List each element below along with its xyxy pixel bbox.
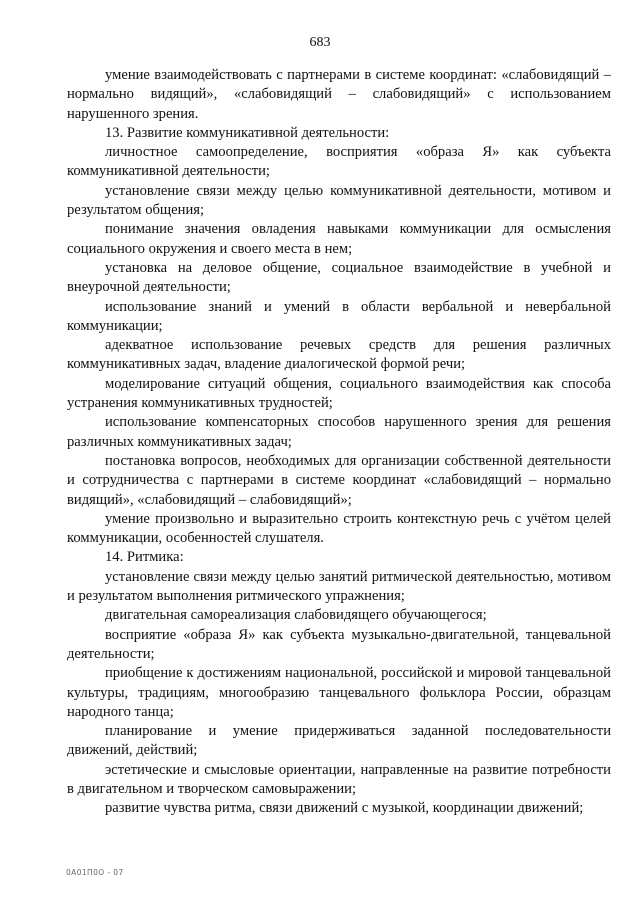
paragraph: моделирование ситуаций общения, социального взаимодействия как способа устранения коммуникативных трудностей; [67,375,611,412]
paragraph: личностное самоопределение, восприятия «образа Я» как субъекта коммуникативной деятельности; [67,144,611,180]
section-heading: 13. Развитие коммуникативной деятельности: [105,124,390,141]
document-body [67,66,611,819]
paragraph: постановка вопросов, необходимых для организации собственной деятельности и сотрудничества с партнерами в системе координат «слабовидящий – нормально видящий», «слабовидящий – слабовидящий»; [67,452,611,508]
paragraph: двигательная самореализация слабовидящего обучающегося; [105,607,487,624]
paragraph: использование знаний и умений в области вербальной и невербальной коммуникации; [67,298,611,334]
section-heading: 14. Ритмика: [105,549,184,566]
paragraph: планирование и умение придерживаться заданной последовательности движений, действий; [67,723,611,759]
paragraph: эстетические и смысловые ориентации, направленные на развитие потребности в двигательном и творческом самовыражении; [67,761,611,797]
paragraph: приобщение к достижениям национальной, российской и мировой танцевальной культуры, традициям, многообразию танцевального фольклора России, образцам народного танца; [67,665,611,720]
paragraph: восприятие «образа Я» как субъекта музыкально-двигательной, танцевальной деятельности; [67,626,611,662]
paragraph: умение произвольно и выразительно строить контекстную речь с учётом целей коммуникации, особенностей слушателя. [67,510,611,547]
paragraph: установление связи между целью занятий ритмической деятельностью, мотивом и результатом выполнения ритмического упражнения; [67,568,611,605]
paragraph: использование компенсаторных способов нарушенного зрения для решения различных коммуникативных задач; [67,414,611,450]
page-number: 683 [309,35,331,50]
footer-code: 0А01П0О - 07 [66,868,124,877]
paragraph: понимание значения овладения навыками коммуникации для осмысления социального окружения и своего места в нем; [67,221,611,257]
paragraph: умение взаимодействовать с партнерами в системе координат: «слабовидящий – нормально видящий», «слабовидящий – слабовидящий» с использованием нарушенного зрения. [67,67,611,122]
paragraph: установка на деловое общение, социальное взаимодействие в учебной и внеурочной деятельности; [67,259,611,296]
paragraph: установление связи между целью коммуникативной деятельности, мотивом и результатом общения; [67,182,611,219]
paragraph: развитие чувства ритма, связи движений с музыкой, координации движений; [105,800,584,817]
paragraph: адекватное использование речевых средств для решения различных коммуникативных задач, владение диалогической формой речи; [67,337,611,373]
